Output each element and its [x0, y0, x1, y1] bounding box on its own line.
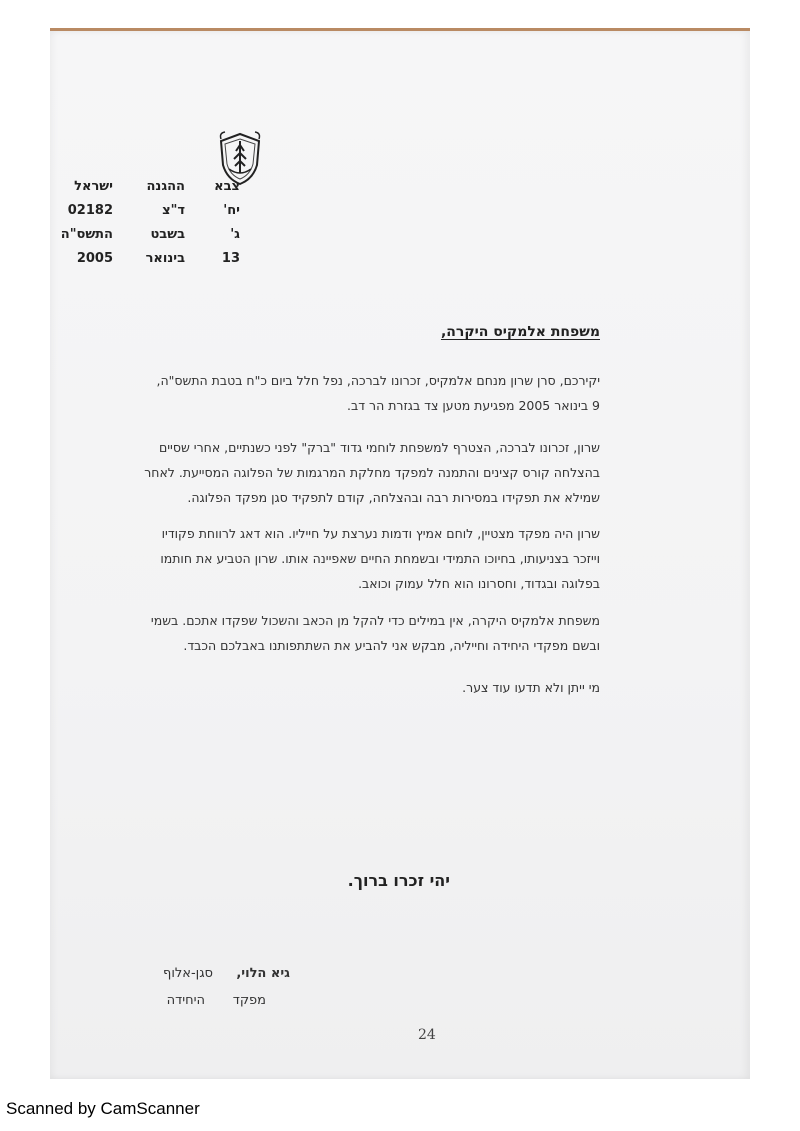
signatory-rank: סגן-אלוף — [163, 966, 213, 981]
paragraph-line: שרון, זכרונו לברכה, הצטרף למשפחת לוחמי גדוד "ברק" לפני כשנתיים, אחרי שסיים — [158, 440, 600, 455]
salutation: משפחת אלמקיס היקרה, — [440, 324, 600, 340]
paragraph-5 — [100, 675, 600, 700]
letter-paper — [50, 28, 750, 1079]
paragraph-line: וייזכר בצניעותו, בחיוכו התמידי ובשמחת החיים שאפיינה אותו. שרון הטביע את חותמו — [160, 551, 600, 566]
header-row1-col3: ישראל — [74, 179, 113, 194]
signatory-unit: היחידה — [166, 993, 205, 1008]
closing-line: יהי זכרו ברוך. — [347, 871, 450, 890]
header-row3-col1: ג' — [230, 227, 240, 242]
paragraph-line: שרון היה מפקד מצטיין, לוחם אמיץ ודמות נערצת על חייליו. הוא דאג לרווחת פקודיו — [161, 526, 600, 541]
paragraph-line: בפלוגה ובגדוד, וחסרונו הוא חלל עמוק וכואב. — [358, 576, 600, 591]
header-row4-col1: 13 — [221, 251, 240, 266]
header-row3-col3: התשס"ה — [60, 227, 113, 242]
paragraph-line: 9 בינואר 2005 מפגיעת מטען צד בגזרת הר דב. — [347, 398, 600, 413]
signatory-role: מפקד — [232, 993, 266, 1008]
page-number: 24 — [418, 1027, 436, 1043]
paragraph-line: ובשם מפקדי היחידה וחייליה, מבקש אני להביע את השתתפותנו באבלכם הכבד. — [183, 638, 600, 653]
scanner-footer: Scanned by CamScanner — [6, 1099, 200, 1118]
paragraph-line: יקירכם, סרן שרון מנחם אלמקיס, זכרונו לברכה, נפל חלל ביום כ"ח בטבת התשס"ה, — [156, 373, 600, 388]
paragraph-2 — [100, 435, 600, 510]
header-row3-col2: בשבט — [150, 227, 185, 242]
signatory-name: גיא הלוי, — [236, 966, 290, 981]
header-row1-col1: צבא — [214, 179, 240, 194]
header-row4-col2: בינואר — [145, 251, 185, 266]
paragraph-1 — [100, 368, 600, 418]
paragraph-line: מי ייתן ולא תדעו עוד צער. — [462, 680, 600, 695]
header-row1-col2: ההגנה — [146, 179, 185, 194]
header-row2-col1: יח' — [223, 203, 240, 218]
header-row2-col3: 02182 — [67, 203, 113, 218]
paragraph-line: שמילא את תפקידו במסירות רבה ובהצלחה, קודם לתפקיד סגן מפקד הפלוגה. — [187, 490, 600, 505]
paragraph-3 — [100, 521, 600, 596]
header-row4-col3: 2005 — [76, 251, 113, 266]
paragraph-line: בהצלחה קורס קצינים והתמנה למפקד מחלקת המרגמות של הפלוגה המסייעת. לאחר — [144, 465, 600, 480]
paragraph-line: משפחת אלמקיס היקרה, אין במילים כדי להקל מן הכאב והשכול שפקדו אתכם. בשמי — [150, 613, 600, 628]
paragraph-4 — [100, 608, 600, 658]
header-row2-col2: ד"צ — [162, 203, 185, 218]
